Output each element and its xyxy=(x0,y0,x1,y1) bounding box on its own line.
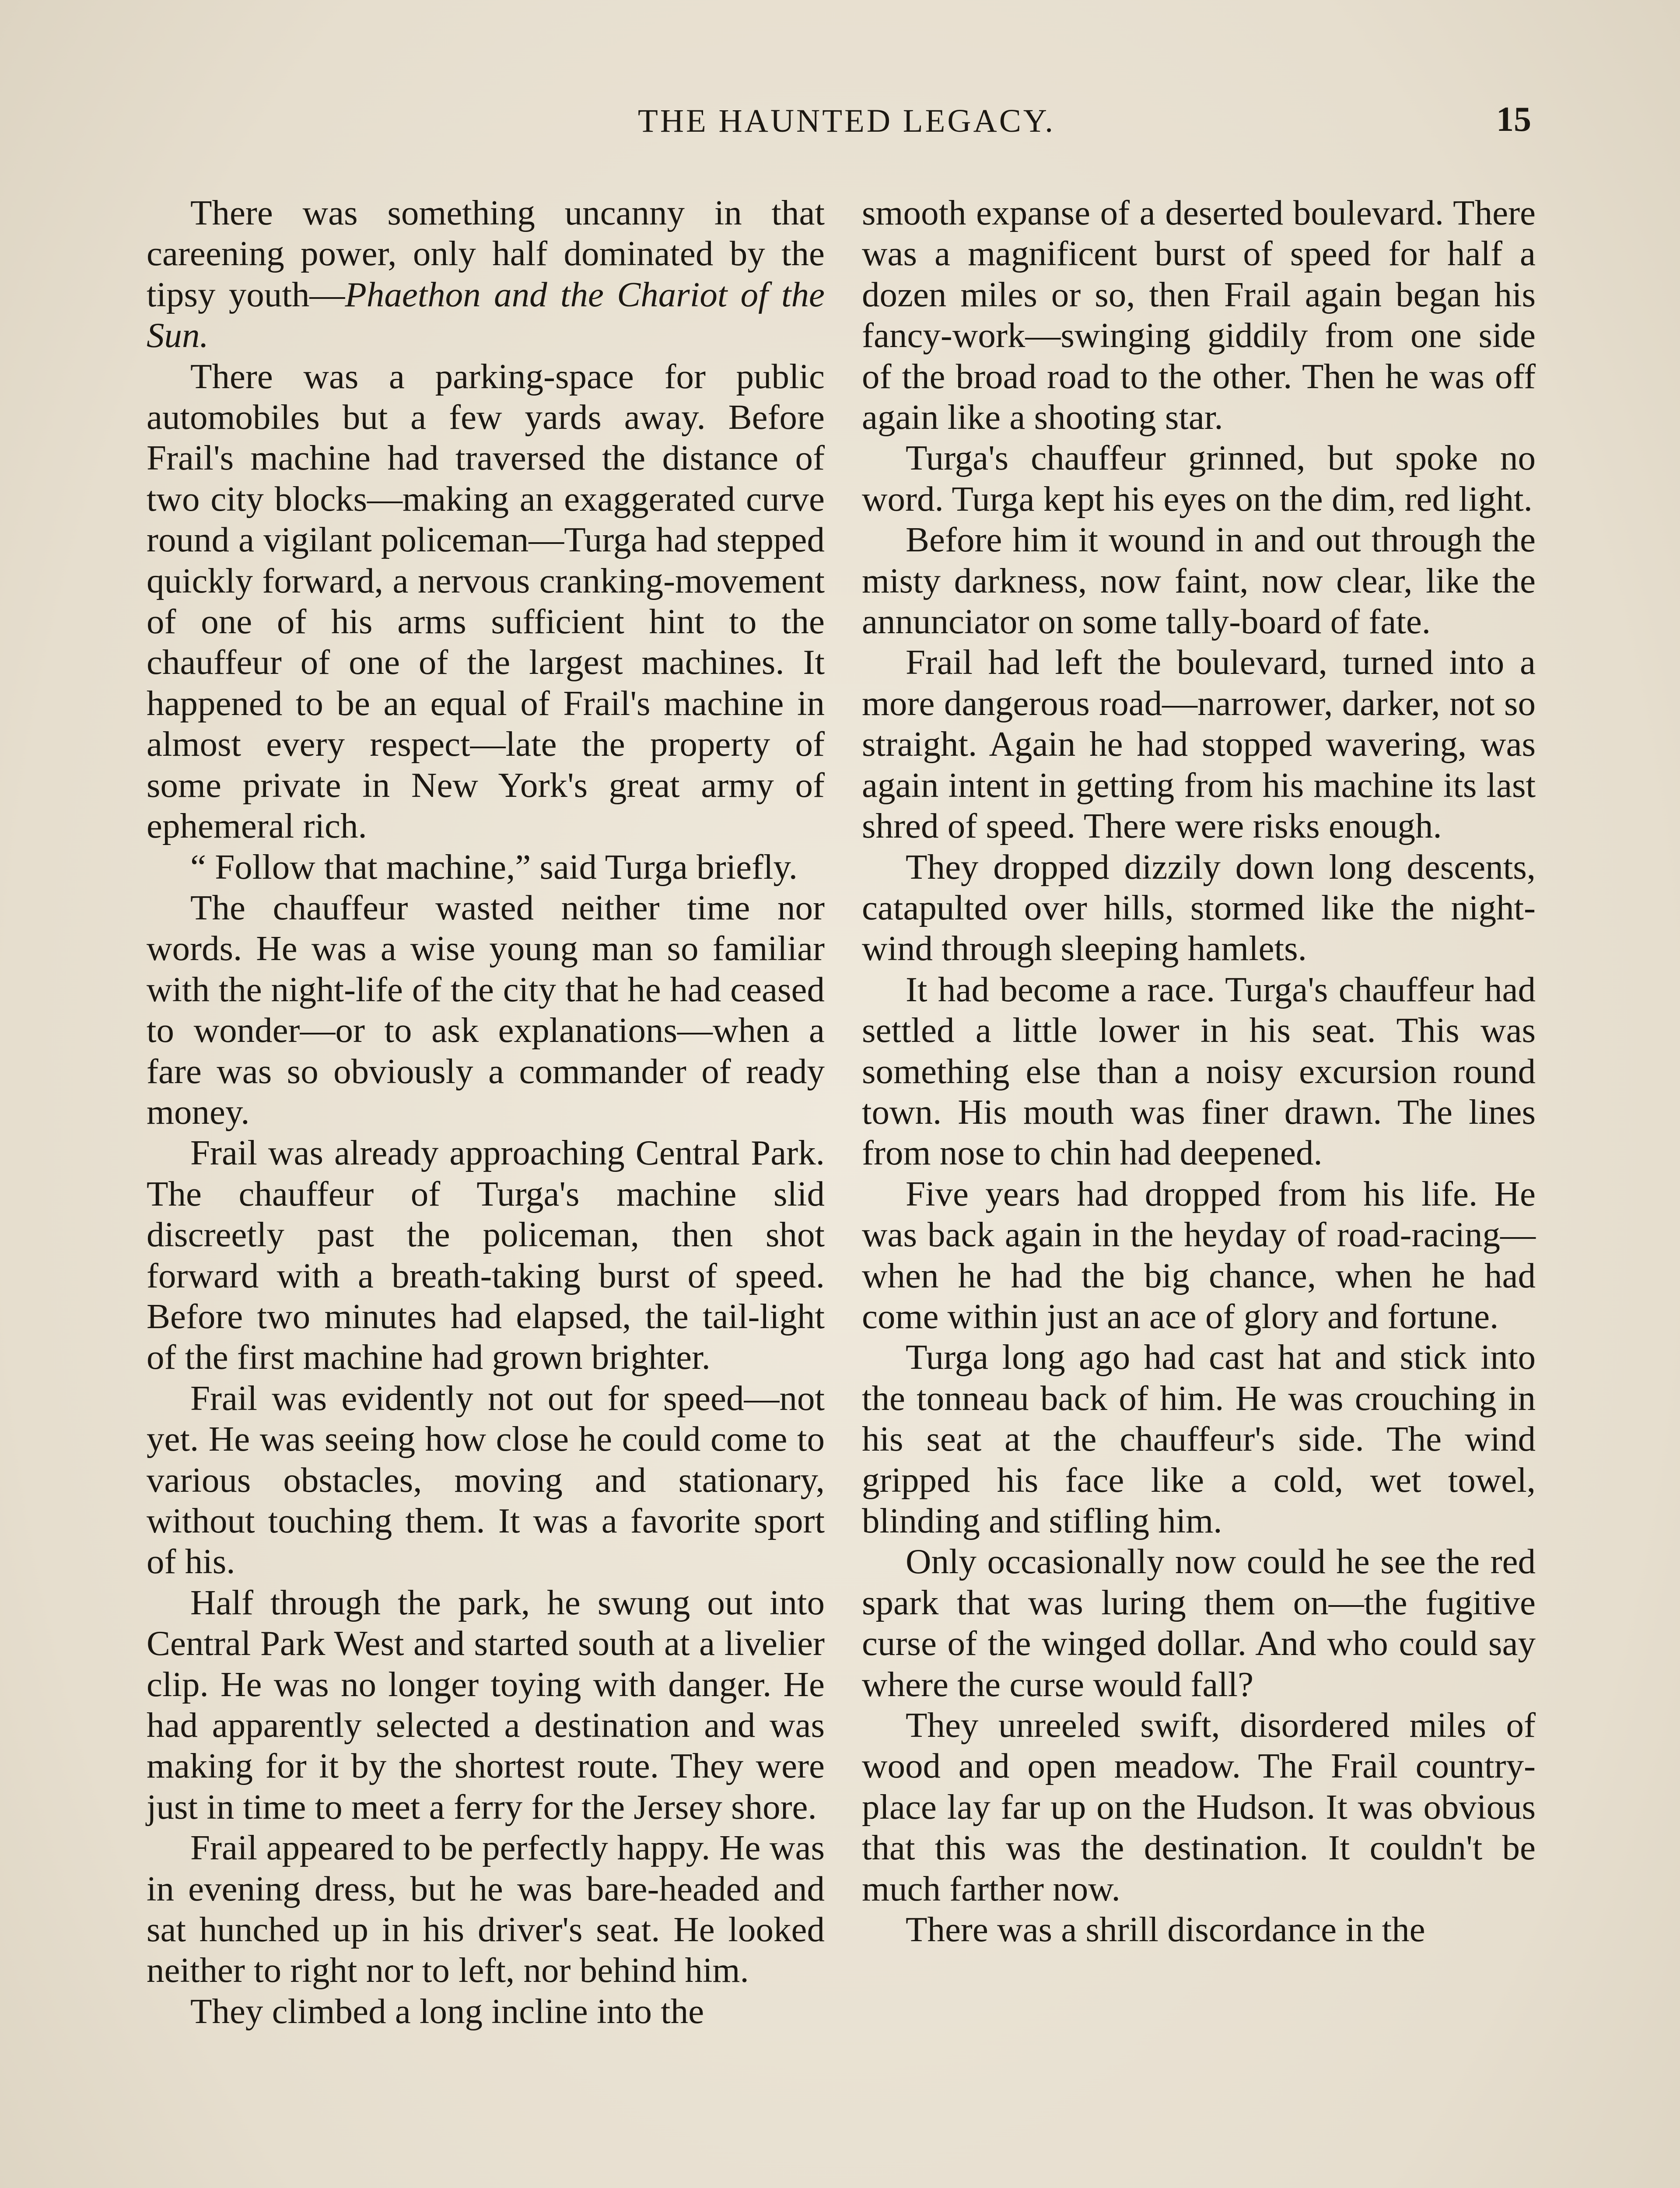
paragraph: They dropped dizzily down long descents, catapulted over hills, stormed like the night-wind through sleeping hamlets. xyxy=(862,847,1536,968)
paragraph: Five years had dropped from his life. He was back again in the heyday of road-racing—when he had the big chance, when he had come within just an ace of glory and fortune. xyxy=(862,1174,1536,1336)
paragraph: Before him it wound in and out through the misty darkness, now faint, now clear, like the annunciator on some tally-board of fate. xyxy=(862,520,1536,642)
paragraph: Only occasionally now could he see the red spark that was luring them on—the fugitive curse of the winged dollar. And who could say where the curse would fall? xyxy=(862,1542,1536,1704)
paragraph: Half through the park, he swung out into Central Park West and started south at a livelier clip. He was no longer toying with danger. He had apparently selected a destination and was making for it by the shortest route. They were just in time to meet a ferry for the Jersey shore. xyxy=(147,1582,825,1827)
paragraph: It had become a race. Turga's chauffeur had settled a little lower in his seat. This was something else than a noisy excursion round town. His mouth was finer drawn. The lines from nose to chin had deepened. xyxy=(862,969,1536,1173)
running-head-title: THE HAUNTED LEGACY. xyxy=(638,103,1055,139)
paragraph: “ Follow that machine,” said Turga briefly. xyxy=(190,847,798,887)
paragraph: Turga's chauffeur grinned, but spoke no word. Turga kept his eyes on the dim, red light. xyxy=(862,438,1536,519)
paragraph: Frail had left the boulevard, turned into a more dangerous road—narrower, darker, not so straight. Again he had stopped wavering, was again intent in getting from his machine its last shred of speed. There were risks enough. xyxy=(862,642,1536,846)
paragraph: They climbed a long incline into the xyxy=(190,1991,704,2031)
right-text-column xyxy=(862,193,1536,2188)
paragraph-continued: smooth expanse of a deserted boulevard. There was a magnificent burst of speed for half a dozen miles or so, then Frail again began his fancy-work—swinging giddily from one side of the broad road to the other. Then he was off again like a shooting star. xyxy=(862,193,1536,437)
paragraph: The chauffeur wasted neither time nor words. He was a wise young man so familiar with the night-life of the city that he had ceased to wonder—or to ask explanations—when a fare was so obviously a commander of ready money. xyxy=(147,887,825,1132)
paragraph: Frail was already approaching Central Park. The chauffeur of Turga's machine slid discreetly past the policeman, then shot forward with a breath-taking burst of speed. Before two minutes had elapsed, the tail-light of the first machine had grown brighter. xyxy=(147,1133,825,1377)
paragraph: Turga long ago had cast hat and stick into the tonneau back of him. He was crouching in his seat at the chauffeur's side. The wind gripped his face like a cold, wet towel, blinding and stifling him. xyxy=(862,1337,1536,1540)
page-number: 15 xyxy=(1496,100,1531,139)
paragraph: There was a shrill discordance in the xyxy=(906,1910,1425,1950)
paragraph: Frail was evidently not out for speed—not yet. He was seeing how close he could come to various obstacles, moving and stationary, without touching them. It was a favorite sport of his. xyxy=(147,1378,825,1581)
italic-phrase: Phaethon and the Chariot of the Sun. xyxy=(147,274,825,355)
paragraph: There was a parking-space for public automobiles but a few yards away. Before Frail's machine had traversed the distance of two city blocks—making an exaggerated curve round a vigilant policeman—Turga had stepped quickly forward, a nervous cranking-movement of one of his arms sufficient hint to the chauffeur of one of the largest machines. It happened to be an equal of Frail's machine in almost every respect—late the property of some private in New York's great army of ephemeral rich. xyxy=(147,356,825,846)
paragraph: Frail appeared to be perfectly happy. He was in evening dress, but he was bare-headed and sat hunched up in his driver's seat. He looked neither to right nor to left, nor behind him. xyxy=(147,1828,825,1990)
paragraph-text: There was something uncanny in that careening power, only half dominated by the tipsy youth— xyxy=(147,193,825,314)
left-text-column xyxy=(147,193,825,2188)
paragraph: They unreeled swift, disordered miles of wood and open meadow. The Frail country-place lay far up on the Hudson. It was obvious that this was the destination. It couldn't be much farther now. xyxy=(862,1705,1536,1908)
paragraph xyxy=(147,193,825,356)
